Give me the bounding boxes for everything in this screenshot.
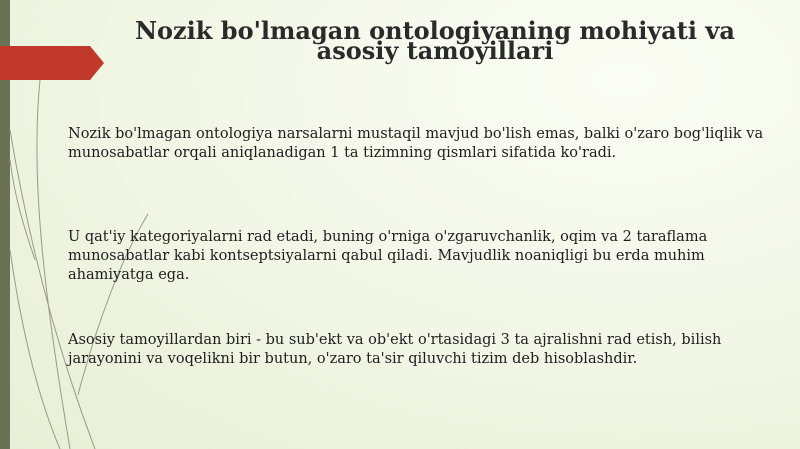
- paragraph-1: Nozik bo'lmagan ontologiya narsalarni mustaqil mavjud bo'lish emas, balki o'zaro bog'liqlik va munosabatlar orqali aniqlanadigan 1 ta tizimning qismlari sifatida ko'radi.: [68, 126, 764, 161]
- decor-line: [10, 160, 35, 260]
- decor-line: [10, 130, 95, 449]
- page-title: Nozik bo'lmagan ontologiyaning mohiyati va asosiy tamoyillari: [135, 16, 735, 65]
- paragraph-2: U qat'iy kategoriyalarni rad etadi, buning o'rniga o'zgaruvchanlik, oqim va 2 taraflama munosabatlar kabi kontseptsiyalarni qabul qiladi. Mavjudlik noaniqligi bu erda muhim ahamiyatga ega.: [68, 229, 708, 283]
- decor-line: [10, 250, 60, 449]
- left-accent-bar: [0, 0, 10, 449]
- decor-line: [37, 80, 70, 449]
- paragraph-3: Asosiy tamoyillardan biri - bu sub'ekt va ob'ekt o'rtasidagi 3 ta ajralishni rad etish, bilish jarayonini va voqelikni bir butun, o'zaro ta'sir qiluvchi tizim deb hisoblashdir.: [68, 332, 722, 367]
- red-arrow-banner: [0, 46, 104, 80]
